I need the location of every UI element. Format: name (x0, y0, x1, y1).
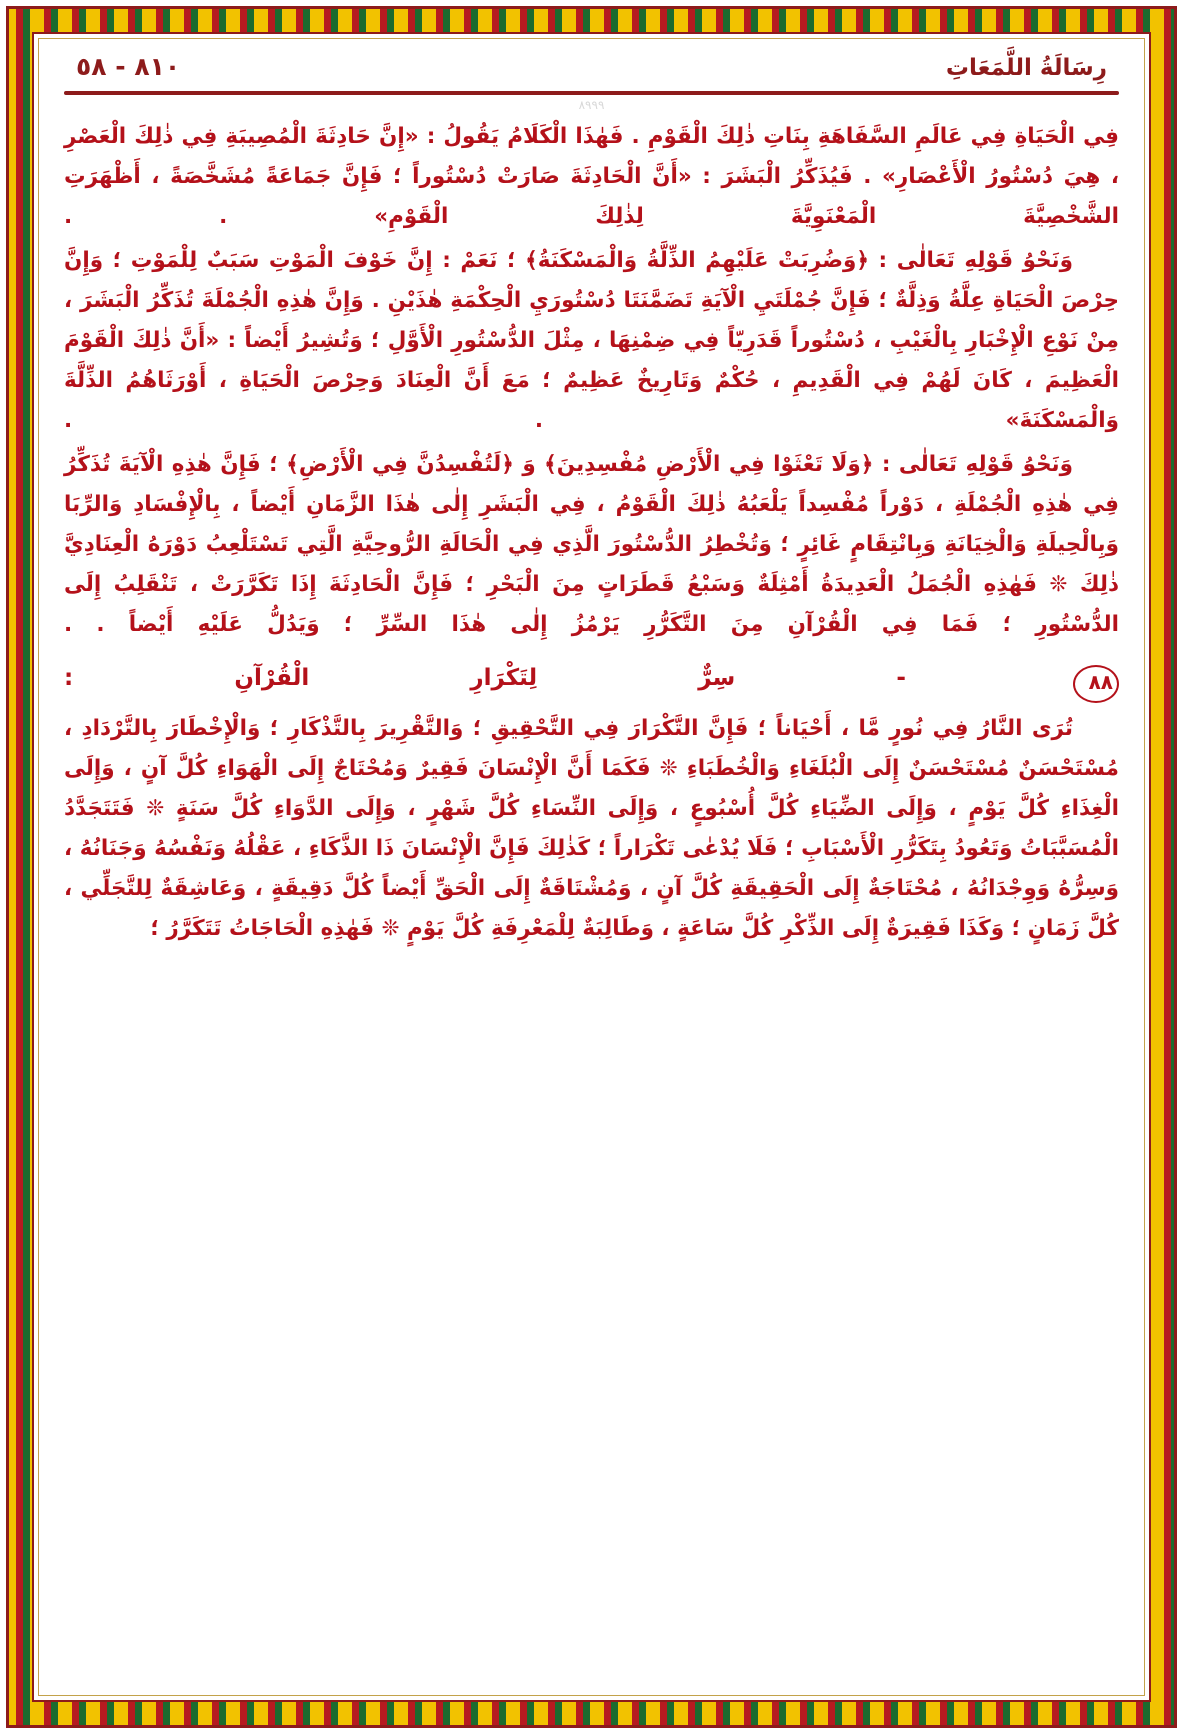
paragraph: تُرَى النَّارُ فِي نُورٍ مَّا ، أَحْيَاناً ؛ فَإِنَّ التَّكْرَارَ فِي التَّحْقِيقِ ؛ وَالتَّقْرِيرَ بِالتَّذْكَارِ ؛ وَالْإِخْطَارَ بِالتَّرْدَادِ ، مُسْتَحْسَنٌ مُسْتَحْسَنٌ إِلَى الْبُلَغَاءِ وَالْخُطَبَاءِ ❊ فَكَمَا أَنَّ الْإِنْسَانَ فَقِيرٌ وَمُحْتَاجٌ إِلَى الْهَوَاءِ كُلَّ آنٍ ، وَإِلَى الْغِذَاءِ كُلَّ يَوْمٍ ، وَإِلَى الضِّيَاءِ كُلَّ أُسْبُوعٍ ، وَإِلَى النِّسَاءِ كُلَّ شَهْرٍ ، وَإِلَى الدَّوَاءِ كُلَّ سَنَةٍ ❊ فَتَتَجَدَّدُ الْمُسَبَّبَاتُ وَتَعُودُ بِتَكَرُّرِ الْأَسْبَابِ ؛ فَلَا يُدْعٰى تَكْرَاراً ؛ كَذٰلِكَ فَإِنَّ الْإِنْسَانَ ذَا الذَّكَاءِ ، عَقْلُهُ وَنَفْسُهُ وَجَنَانُهُ ، وَسِرُّهُ وَوِجْدَانُهُ ، مُحْتَاجَةٌ إِلَى الْحَقِيقَةِ كُلَّ آنٍ ، وَمُشْتَاقَةٌ إِلَى الْحَقِّ أَيْضاً كُلَّ دَقِيقَةٍ ، وَعَاشِقَةٌ لِلتَّجَلِّي ، كُلَّ زَمَانٍ ؛ وَكَذَا فَقِيرَةٌ إِلَى الذِّكْرِ كُلَّ سَاعَةٍ ، وَطَالِبَةٌ لِلْمَعْرِفَةِ كُلَّ يَوْمٍ ❊ فَهٰذِهِ الْحَاجَاتُ تَتَكَرَّرُ ؛ (64, 716, 1119, 941)
paragraph: وَنَحْوُ قَوْلِهِ تَعَالٰى : ﴿وَلَا تَعْثَوْا فِي الْأَرْضِ مُفْسِدِينَ﴾ وَ ﴿لَتُفْسِدُنَّ فِي الْأَرْضِ﴾ ؛ فَإِنَّ هٰذِهِ الْآيَةَ تُذَكِّرُ فِي هٰذِهِ الْجُمْلَةِ ، دَوْراً مُفْسِداً يَلْعَبُهُ ذٰلِكَ الْقَوْمُ ، فِي الْبَشَرِ إِلٰى هٰذَا الزَّمَانِ أَيْضاً ، بِالْإِفْسَادِ وَالرِّبَا وَبِالْحِيلَةِ وَالْخِيَانَةِ وَبِانْتِقَامٍ غَائِرٍ ؛ وَتُخْطِرُ الدُّسْتُورَ الَّذِي فِي الْحَالَةِ الرُّوحِيَّةِ الَّتِي تَسْتَلْعِبُ دَوْرَهُ الْعِنَادِيَّ ذٰلِكَ ❊ فَهٰذِهِ الْجُمَلُ الْعَدِيدَةُ أَمْثِلَةٌ وَسَبْعُ قَطَرَاتٍ مِنَ الْبَحْرِ ؛ فَإِنَّ الْحَادِثَةَ إِذَا تَكَرَّرَتْ ، تَنْقَلِبُ إِلَى الدُّسْتُورِ ؛ فَمَا فِي الْقُرْآنِ مِنَ التَّكَرُّرِ يَرْمُزُ إِلٰى هٰذَا السِّرِّ ؛ وَيَدُلُّ عَلَيْهِ أَيْضاً . . (64, 452, 1119, 637)
section-heading (64, 665, 1119, 703)
body-text (58, 117, 1125, 949)
page-number: ٨١٠ - ٥٨ (76, 52, 181, 81)
page-watermark: ٨٩٩٩ (578, 98, 605, 112)
page-content (58, 52, 1125, 1682)
page-header (58, 52, 1125, 81)
header-divider (64, 91, 1119, 95)
paragraph: وَنَحْوُ قَوْلِهِ تَعَالٰى : ﴿وَضُرِبَتْ عَلَيْهِمُ الذِّلَّةُ وَالْمَسْكَنَةُ﴾ ؛ نَعَمْ : إِنَّ خَوْفَ الْمَوْتِ سَبَبٌ لِلْمَوْتِ ؛ وَإِنَّ حِرْصَ الْحَيَاةِ عِلَّةُ وَذِلَّةٌ ؛ فَإِنَّ جُمْلَتَيِ الْآيَةِ تَضَمَّنَتَا دُسْتُورَيِ الْحِكْمَةِ هٰذَيْنِ . وَإِنَّ هٰذِهِ الْجُمْلَةَ تُذَكِّرُ الْبَشَرَ ، مِنْ نَوْعِ الْإِخْبَارِ بِالْغَيْبِ ، دُسْتُوراً قَدَرِيّاً فِي ضِمْنِهَا ، مِثْلَ الدُّسْتُورِ الْأَوَّلِ ؛ وَتُشِيرُ أَيْضاً : «أَنَّ ذٰلِكَ الْقَوْمَ الْعَظِيمَ ، كَانَ لَهُمْ فِي الْقَدِيمِ ، حُكْمٌ وَتَارِيخٌ عَظِيمٌ ؛ مَعَ أَنَّ الْعِنَادَ وَحِرْصَ الْحَيَاةِ ، أَوْرَثَاهُمُ الذِّلَّةَ وَالْمَسْكَنَةَ» . . (64, 248, 1119, 433)
paragraph: فِي الْحَيَاةِ فِي عَالَمِ السَّفَاهَةِ بِنَاتِ ذٰلِكَ الْقَوْمِ . فَهٰذَا الْكَلَامُ يَقُولُ : «إِنَّ حَادِثَةَ الْمُصِيبَةِ فِي ذٰلِكَ الْعَصْرِ ، هِيَ دُسْتُورُ الْأَعْصَارِ» . فَيُذَكِّرُ الْبَشَرَ : «أَنَّ الْحَادِثَةَ صَارَتْ دُسْتُوراً ؛ فَإِنَّ جَمَاعَةً مُشَخَّصَةً ، أَظْهَرَتِ الشَّخْصِيَّةَ الْمَعْنَوِيَّةَ لِذٰلِكَ الْقَوْمِ» . . (64, 124, 1119, 229)
section-number-badge: ٨٨ (1073, 665, 1119, 703)
section-title: - سِرٌّ لِتَكْرَارِ الْقُرْآنِ : (64, 665, 906, 691)
book-title: رِسَالَةُ اللَّمَعَاتِ (945, 55, 1107, 81)
